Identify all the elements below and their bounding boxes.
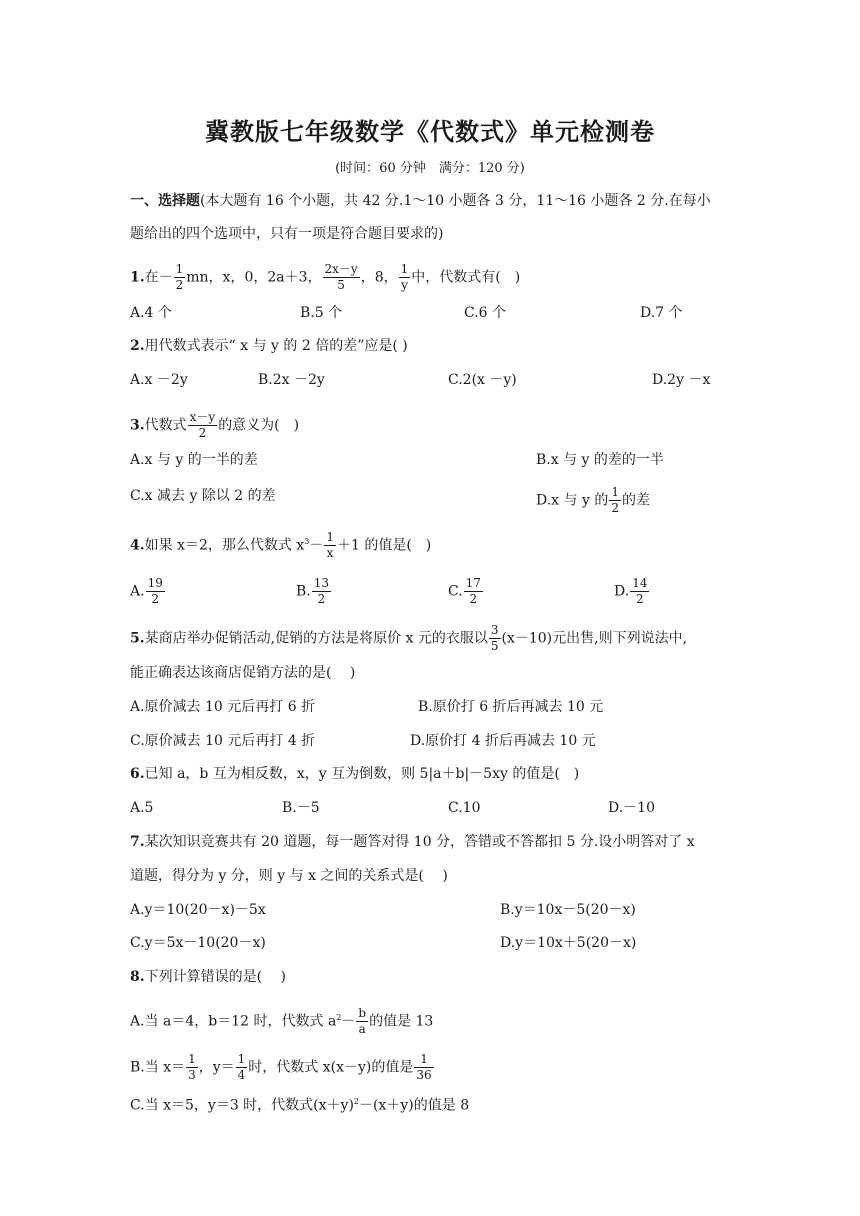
option-a[interactable]: A.当 a＝4，b＝12 时，代数式 $a^2-$ $\frac{b}{a}$ 的值是 13 [130, 1006, 434, 1036]
option-b[interactable]: B.y＝10x－5(20－x) [500, 902, 636, 918]
option-d[interactable]: D.7 个 [640, 305, 683, 321]
question-number: 5. [130, 630, 145, 647]
fraction: $\frac{1}{x}$ [326, 530, 334, 560]
question-1: 1.在－ $\frac{1}{2}$ mn，x，0，2a＋3， $\frac{2x-y}{5}$ ，8， $\frac{1}{y}$ 中，代数式有( ) [130, 262, 521, 292]
option-a[interactable]: A.4 个 [130, 305, 172, 321]
option-c[interactable]: C.x 减去 y 除以 2 的差 [130, 488, 276, 504]
option-b[interactable]: B. $\frac{13}{2}$ [296, 576, 330, 606]
option-b[interactable]: B.5 个 [300, 305, 343, 321]
question-number: 4. [130, 537, 145, 554]
section-desc-2: 题给出的四个选项中，只有一项是符合题目要求的) [130, 226, 444, 242]
question-number: 6. [130, 766, 145, 782]
option-c[interactable]: C.y＝5x－10(20－x) [130, 935, 266, 951]
option-c[interactable]: C.6 个 [464, 305, 507, 321]
option-c[interactable]: C. $\frac{17}{2}$ [448, 576, 481, 606]
option-b[interactable]: B.当 x＝ $\frac{1}{3}$ ，y＝ $\frac{1}{4}$ 时，代数式 x(x－y)的值是 $\frac{1}{36}$ [130, 1052, 432, 1082]
option-a[interactable]: A.x 与 y 的一半的差 [130, 452, 258, 468]
fraction: $\frac{1}{y}$ [400, 262, 409, 292]
option-a[interactable]: A. $\frac{19}{2}$ [130, 576, 163, 606]
option-c[interactable]: C.原价减去 10 元后再打 4 折 [130, 733, 316, 749]
question-number: 1. [130, 269, 145, 286]
question-number: 8. [130, 969, 145, 985]
fraction: $\frac{3}{5}$ [490, 623, 499, 653]
option-b[interactable]: B.x 与 y 的差的一半 [536, 452, 664, 468]
fraction: $\frac{b}{a}$ [358, 1006, 367, 1036]
option-d[interactable]: D.原价打 4 折后再减去 10 元 [410, 733, 596, 749]
option-a[interactable]: A.y＝10(20－x)－5x [130, 902, 266, 918]
question-3: 3.代数式 $\frac{x-y}{2}$ 的意义为( ) [130, 410, 300, 440]
option-b[interactable]: B.原价打 6 折后再减去 10 元 [418, 699, 604, 715]
fraction: $\frac{17}{2}$ [465, 576, 481, 606]
exam-info: (时间：60 分钟 满分：120 分) [335, 161, 525, 176]
section-desc-1: (本大题有 16 个小题，共 42 分.1～10 小题各 3 分，11～16 小题各 2 分.在每小 [200, 193, 711, 209]
option-d[interactable]: D.2y －x [652, 372, 711, 388]
question-number: 2. [130, 338, 145, 354]
question-2: 2.用代数式表示“ x 与 y 的 2 倍的差”应是( ) [130, 338, 408, 354]
option-c[interactable]: C.2(x －y) [448, 372, 517, 388]
fraction: $\frac{19}{2}$ [147, 576, 163, 606]
option-b[interactable]: B.－5 [282, 800, 320, 816]
fraction: $\frac{1}{3}$ [188, 1052, 196, 1082]
fraction: $\frac{14}{2}$ [632, 576, 648, 606]
question-7-line-2: 道题，得分为 y 分，则 y 与 x 之间的关系式是( ) [130, 868, 448, 884]
option-b[interactable]: B.2x －2y [258, 372, 325, 388]
question-8: 8.下列计算错误的是( ) [130, 969, 286, 985]
fraction: $\frac{1}{4}$ [237, 1052, 246, 1082]
question-number: 3. [130, 417, 145, 434]
fraction: $\frac{x-y}{2}$ [189, 410, 216, 440]
section-title: 一、选择题 [130, 193, 200, 209]
question-6: 6.已知 a，b 互为相反数，x，y 互为倒数，则 5|a＋b|－5xy 的值是( ) [130, 766, 580, 782]
question-7: 7.某次知识竞赛共有 20 道题，每一题答对得 10 分，答错或不答都扣 5 分.设小明答对了 x [130, 834, 695, 850]
question-5-line-2: 能正确表达该商店促销方法的是( ) [130, 665, 356, 681]
section-heading [130, 191, 711, 211]
fraction: $\frac{1}{2}$ [611, 485, 619, 515]
option-d[interactable]: D. $\frac{14}{2}$ [614, 576, 648, 606]
option-d[interactable]: D.－10 [608, 800, 655, 816]
option-a[interactable]: A.原价减去 10 元后再打 6 折 [130, 699, 316, 715]
option-a[interactable]: A.x －2y [130, 372, 188, 388]
option-a[interactable]: A.5 [130, 800, 154, 816]
fraction: $\frac{13}{2}$ [313, 576, 330, 606]
page-title: 冀教版七年级数学《代数式》单元检测卷 [205, 117, 655, 146]
fraction: $\frac{2x-y}{5}$ [324, 262, 358, 292]
option-d[interactable]: D.y＝10x＋5(20－x) [500, 935, 637, 951]
question-number: 7. [130, 834, 145, 850]
question-4: 4.如果 x＝2，那么代数式 $x^3-$ $\frac{1}{x}$ ＋1 的值是( ) [130, 530, 432, 560]
option-c[interactable]: C.10 [448, 800, 481, 816]
option-d[interactable]: D.x 与 y 的 $\frac{1}{2}$ 的差 [536, 485, 650, 515]
option-c[interactable]: C.当 x＝5，y＝3 时，代数式$(x+y)^2-(x+y)$的值是 8 [130, 1097, 470, 1114]
fraction: $\frac{1}{36}$ [416, 1052, 432, 1082]
question-5: 5.某商店举办促销活动,促销的方法是将原价 x 元的衣服以 $\frac{3}{5}$ (x－10)元出售,则下列说法中, [130, 623, 688, 653]
fraction: $\frac{1}{2}$ [175, 262, 184, 292]
